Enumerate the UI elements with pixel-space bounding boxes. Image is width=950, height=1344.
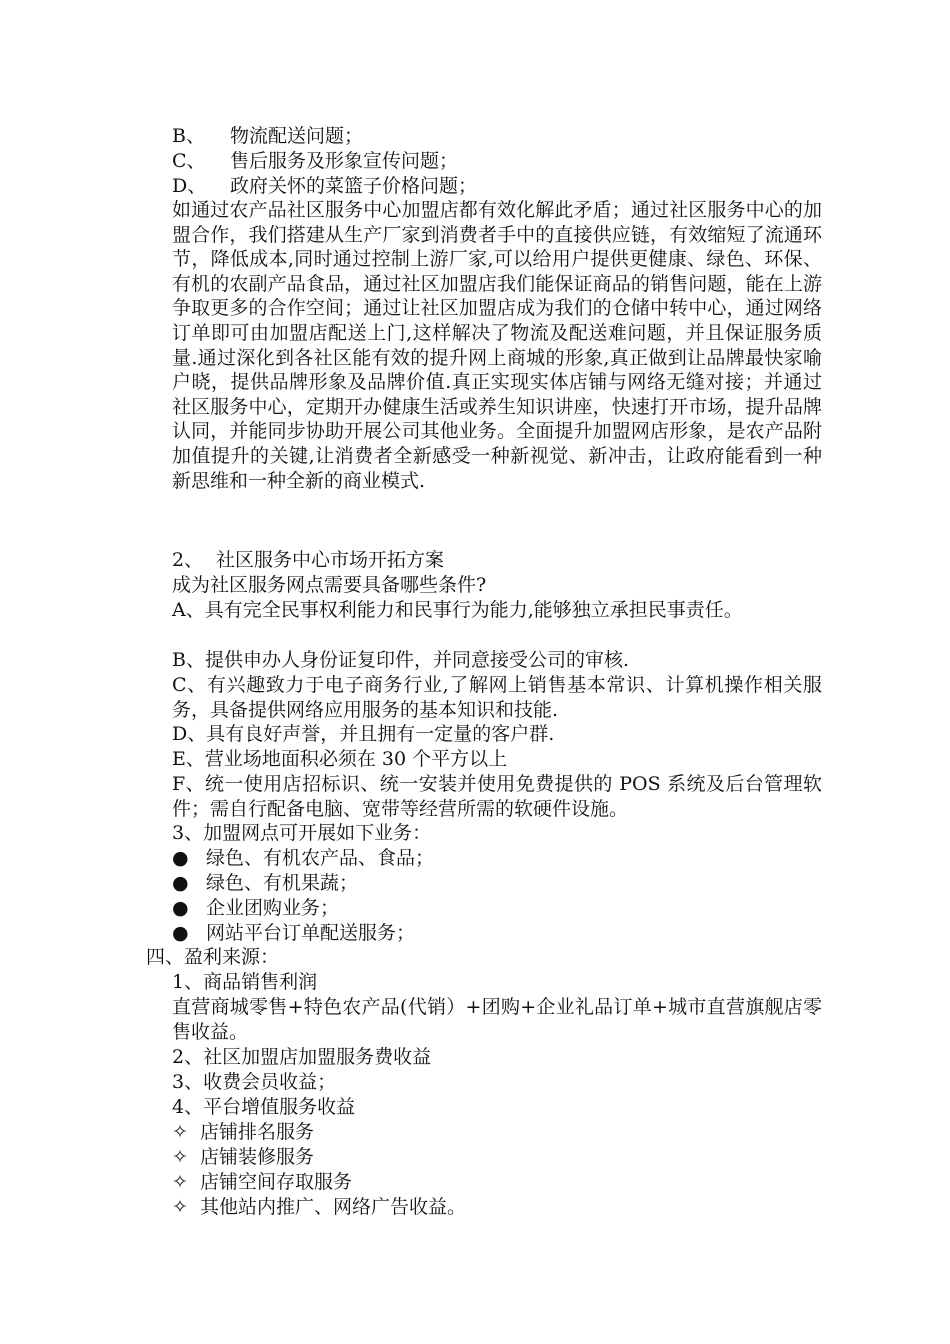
star-icon: ✧ <box>172 1196 188 1218</box>
bullet-icon: ● <box>172 922 189 944</box>
section-title: 社区服务中心市场开拓方案 <box>216 549 445 571</box>
list-label: C、 <box>172 150 206 172</box>
bullet-item <box>172 871 358 895</box>
star-icon: ✧ <box>172 1146 188 1168</box>
intro-paragraph: 如通过农产品社区服务中心加盟店都有效化解此矛盾；通过社区服务中心的加盟合作，我们搭建从生产厂家到消费者手中的直接供应链，有效缩短了流通环节，降低成本,同时通过控制上游厂家,可以给用户提供更健康、绿色、环保、有机的农副产品食品，通过社区加盟店我们能保证商品的销售问题，能在上游争取更多的合作空间；通过让社区加盟店成为我们的仓储中转中心，通过网络订单即可由加盟店配送上门,这样解决了物流及配送难问题，并且保证服务质量.通过深化到各社区能有效的提升网上商城的形象,真正做到让品牌最快家喻户晓，提供品牌形象及品牌价值.真正实现实体店铺与网络无缝对接；并通过社区服务中心，定期开办健康生活或养生知识讲座，快速打开市场，提升品牌认同，并能同步协助开展公司其他业务。全面提升加盟网店形象，是农产品附加值提升的关键,让消费者全新感受一种新视觉、新冲击，让政府能看到一种新思维和一种全新的商业模式. <box>172 199 822 492</box>
list-text: 物流配送问题； <box>230 125 364 147</box>
section-3-heading: 3、加盟网点可开展如下业务： <box>172 822 432 844</box>
star-item <box>172 1170 352 1194</box>
star-text: 其他站内推广、网络广告收益。 <box>200 1196 467 1218</box>
bullet-text: 绿色、有机农产品、食品； <box>206 847 435 869</box>
bullet-item <box>172 896 339 920</box>
star-item <box>172 1145 314 1169</box>
star-icon: ✧ <box>172 1171 188 1193</box>
list-label: B、 <box>172 125 205 147</box>
section-number: 2、 <box>172 549 204 571</box>
profit-item-4: 4、平台增值服务收益 <box>172 1096 356 1118</box>
star-item <box>172 1195 466 1219</box>
star-text: 店铺空间存取服务 <box>200 1171 353 1193</box>
requirement-a: A、具有完全民事权利能力和民事行为能力,能够独立承担民事责任。 <box>172 599 743 621</box>
requirement-f: F、统一使用店招标识、统一安装并使用免费提供的 POS 系统及后台管理软件；需自行配备电脑、宽带等经营所需的软硬件设施。 <box>172 773 822 820</box>
requirement-b: B、提供申办人身份证复印件，并同意接受公司的审核. <box>172 649 630 671</box>
list-label: D、 <box>172 175 207 197</box>
star-text: 店铺装修服务 <box>200 1146 315 1168</box>
section-2-heading <box>172 548 444 572</box>
question-line: 成为社区服务网点需要具备哪些条件? <box>172 574 487 596</box>
bullet-text: 绿色、有机果蔬； <box>206 872 359 894</box>
requirement-e: E、营业场地面积必须在 30 个平方以上 <box>172 748 508 770</box>
bullet-icon: ● <box>172 872 189 894</box>
bullet-item <box>172 921 415 945</box>
list-text: 售后服务及形象宣传问题； <box>230 150 459 172</box>
bullet-text: 企业团购业务； <box>206 897 340 919</box>
requirement-c: C、有兴趣致力于电子商务行业,了解网上销售基本常识、计算机操作相关服务，具备提供网络应用服务的基本知识和技能. <box>172 674 822 721</box>
list-text: 政府关怀的菜篮子价格问题； <box>230 175 478 197</box>
profit-item-1-desc: 直营商城零售+特色农产品(代销）+团购+企业礼品订单+城市直营旗舰店零售收益。 <box>172 996 822 1043</box>
section-4-heading: 四、盈利来源： <box>146 946 280 968</box>
profit-item-3: 3、收费会员收益； <box>172 1071 337 1093</box>
bullet-icon: ● <box>172 847 189 869</box>
profit-item-2: 2、社区加盟店加盟服务费收益 <box>172 1046 432 1068</box>
profit-item-1: 1、商品销售利润 <box>172 971 318 993</box>
list-item-c <box>172 149 458 173</box>
bullet-item <box>172 846 434 870</box>
list-item-b <box>172 124 363 148</box>
list-item-d <box>172 174 477 198</box>
star-item <box>172 1120 314 1144</box>
requirement-d: D、具有良好声誉，并且拥有一定量的客户群. <box>172 723 555 745</box>
star-icon: ✧ <box>172 1121 188 1143</box>
bullet-icon: ● <box>172 897 189 919</box>
star-text: 店铺排名服务 <box>200 1121 315 1143</box>
bullet-text: 网站平台订单配送服务； <box>206 922 416 944</box>
